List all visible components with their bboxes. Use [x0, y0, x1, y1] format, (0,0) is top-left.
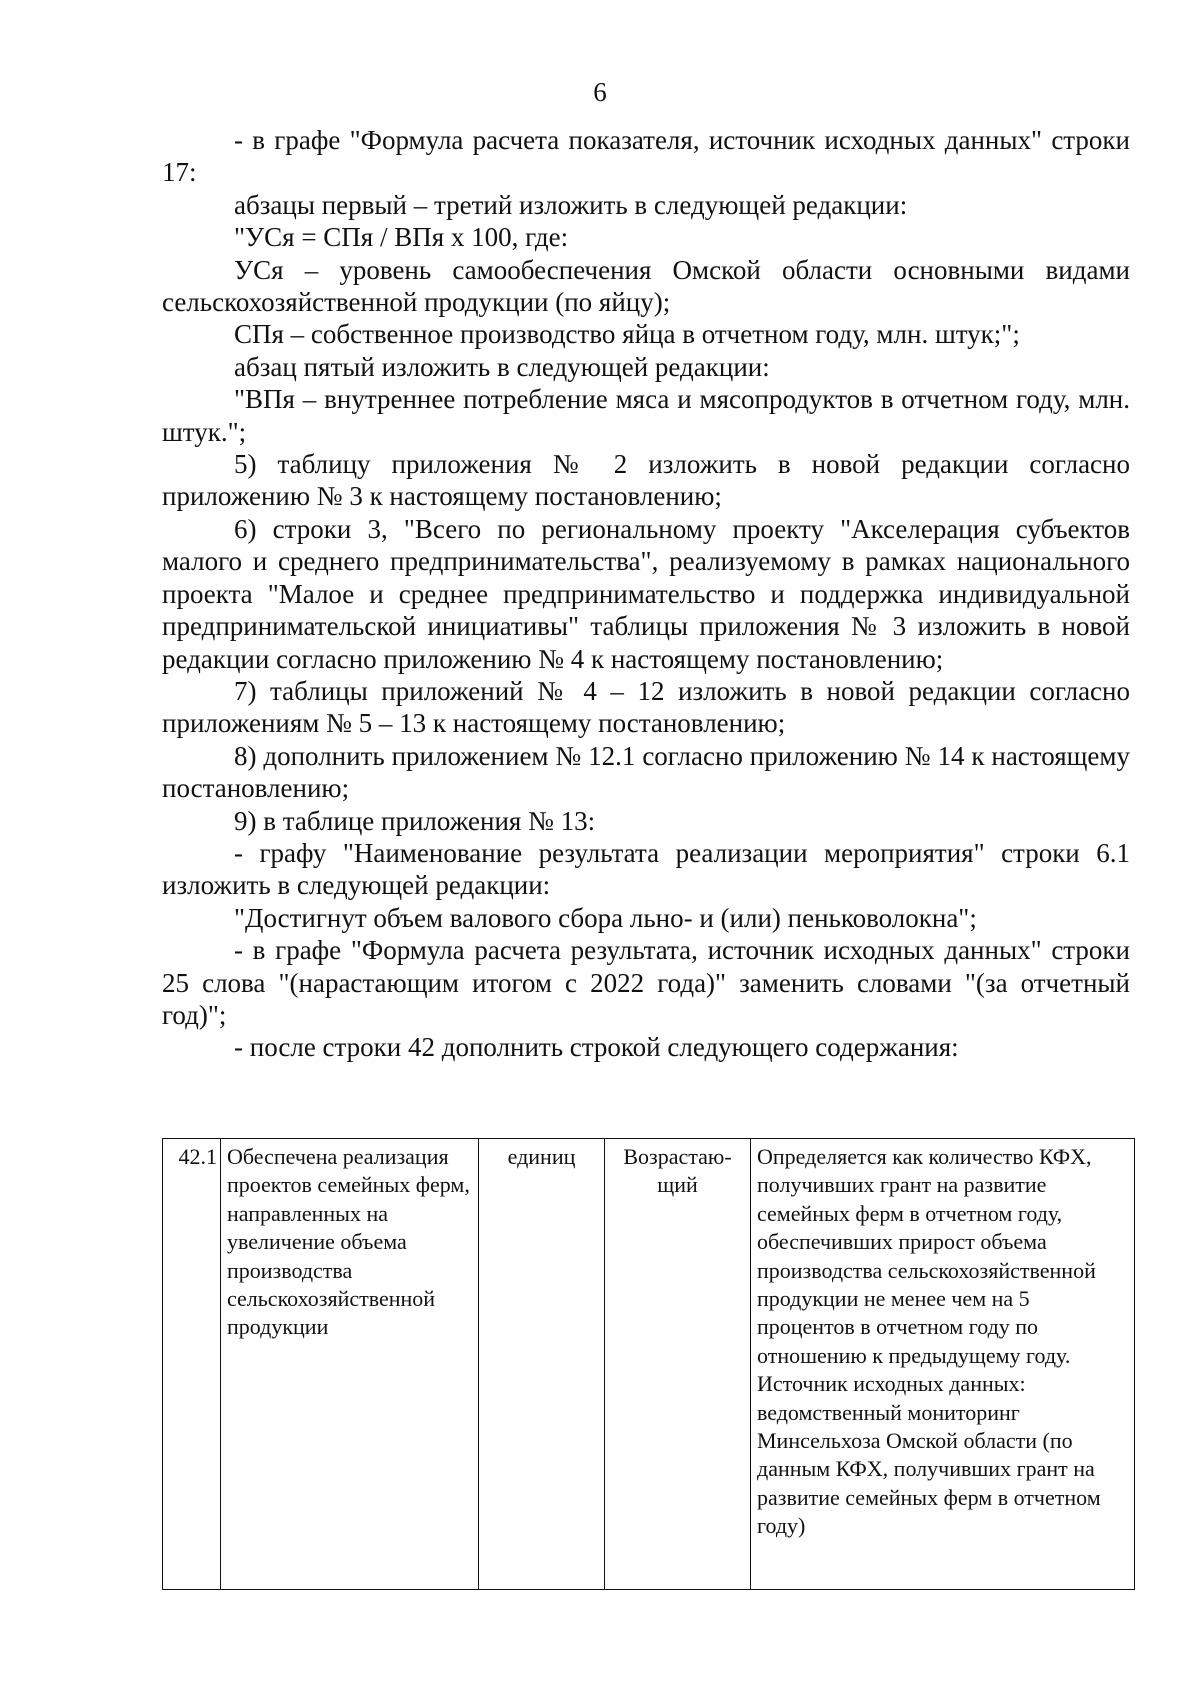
data-source-text: Источник исходных данных: ведомственный мониторинг Минсельхоза Омской области (по данным КФХ, получивших грант на развитие семейных ферм в отчетном году): [757, 1371, 1101, 1539]
unit-cell: единиц: [479, 1139, 605, 1590]
paragraph: 8) дополнить приложением № 12.1 согласно приложению № 14 к настоящему постановлению;: [162, 740, 1130, 804]
paragraph: 6) строки 3, "Всего по региональному проекту "Акселерация субъектов малого и среднего предпринимательства", реализуемому в рамках национального проекта "Малое и среднее предпринимательство и поддержка индивидуальной предпринимательской инициативы" таблицы приложения № 3 изложить в новой редакции согласно приложению № 4 к настоящему постановлению;: [162, 513, 1130, 674]
paragraph: - в графе "Формула расчета показателя, источник исходных данных" строки 17:: [162, 125, 1130, 188]
formula-text: Определяется как количество КФХ, получивших грант на развитие семейных ферм в отчетном году, обеспечивших прирост объема производства сельскохозяйственной продукции не менее чем на 5 процентов в отчетном году по отношению к предыдущему году.: [757, 1144, 1096, 1368]
row-number-cell: 42.1: [163, 1139, 221, 1590]
inserted-row-table: [162, 1138, 1135, 1590]
paragraph: 9) в таблице приложения № 13:: [234, 805, 596, 836]
paragraph: "Достигнут объем валового сбора льно- и (или) пеньковолокна";: [234, 902, 977, 933]
paragraph: 7) таблицы приложений № 4 – 12 изложить в новой редакции согласно приложениям № 5 – 13 к настоящему постановлению;: [162, 675, 1130, 739]
paragraph: УСя – уровень самообеспечения Омской области основными видами сельскохозяйственной продукции (по яйцу);: [162, 254, 1130, 318]
paragraph: абзацы первый – третий изложить в следующей редакции:: [234, 189, 908, 220]
paragraph: - в графе "Формула расчета результата, источник исходных данных" строки 25 слова "(нарастающим итогом с 2022 года)" заменить словами "(за отчетный год)";: [162, 935, 1130, 1030]
paragraph: 5) таблицу приложения № 2 изложить в новой редакции согласно приложению № 3 к настоящему постановлению;: [162, 449, 1130, 512]
paragraph: - графу "Наименование результата реализации мероприятия" строки 6.1 изложить в следующей редакции:: [162, 837, 1130, 901]
paragraph: абзац пятый изложить в следующей редакции:: [234, 351, 770, 382]
document-body: [162, 124, 1130, 1064]
paragraph: СПя – собственное производство яйца в отчетном году, млн. штук;";: [234, 319, 1020, 350]
formula-cell: [751, 1139, 1135, 1590]
paragraph: "ВПя – внутреннее потребление мяса и мясопродуктов в отчетном году, млн. штук.";: [162, 384, 1130, 447]
page-number: 6: [593, 77, 607, 107]
paragraph: - после строки 42 дополнить строкой следующего содержания:: [234, 1032, 959, 1063]
result-name-cell: Обеспечена реализация проектов семейных ферм, направленных на увеличение объема производства сельскохозяйственной продукции: [221, 1139, 479, 1590]
paragraph: "УСя = СПя / ВПя х 100, где:: [234, 222, 569, 253]
indicator-type-cell: Возрастаю-щий: [605, 1139, 751, 1590]
table-row: [163, 1139, 1135, 1590]
